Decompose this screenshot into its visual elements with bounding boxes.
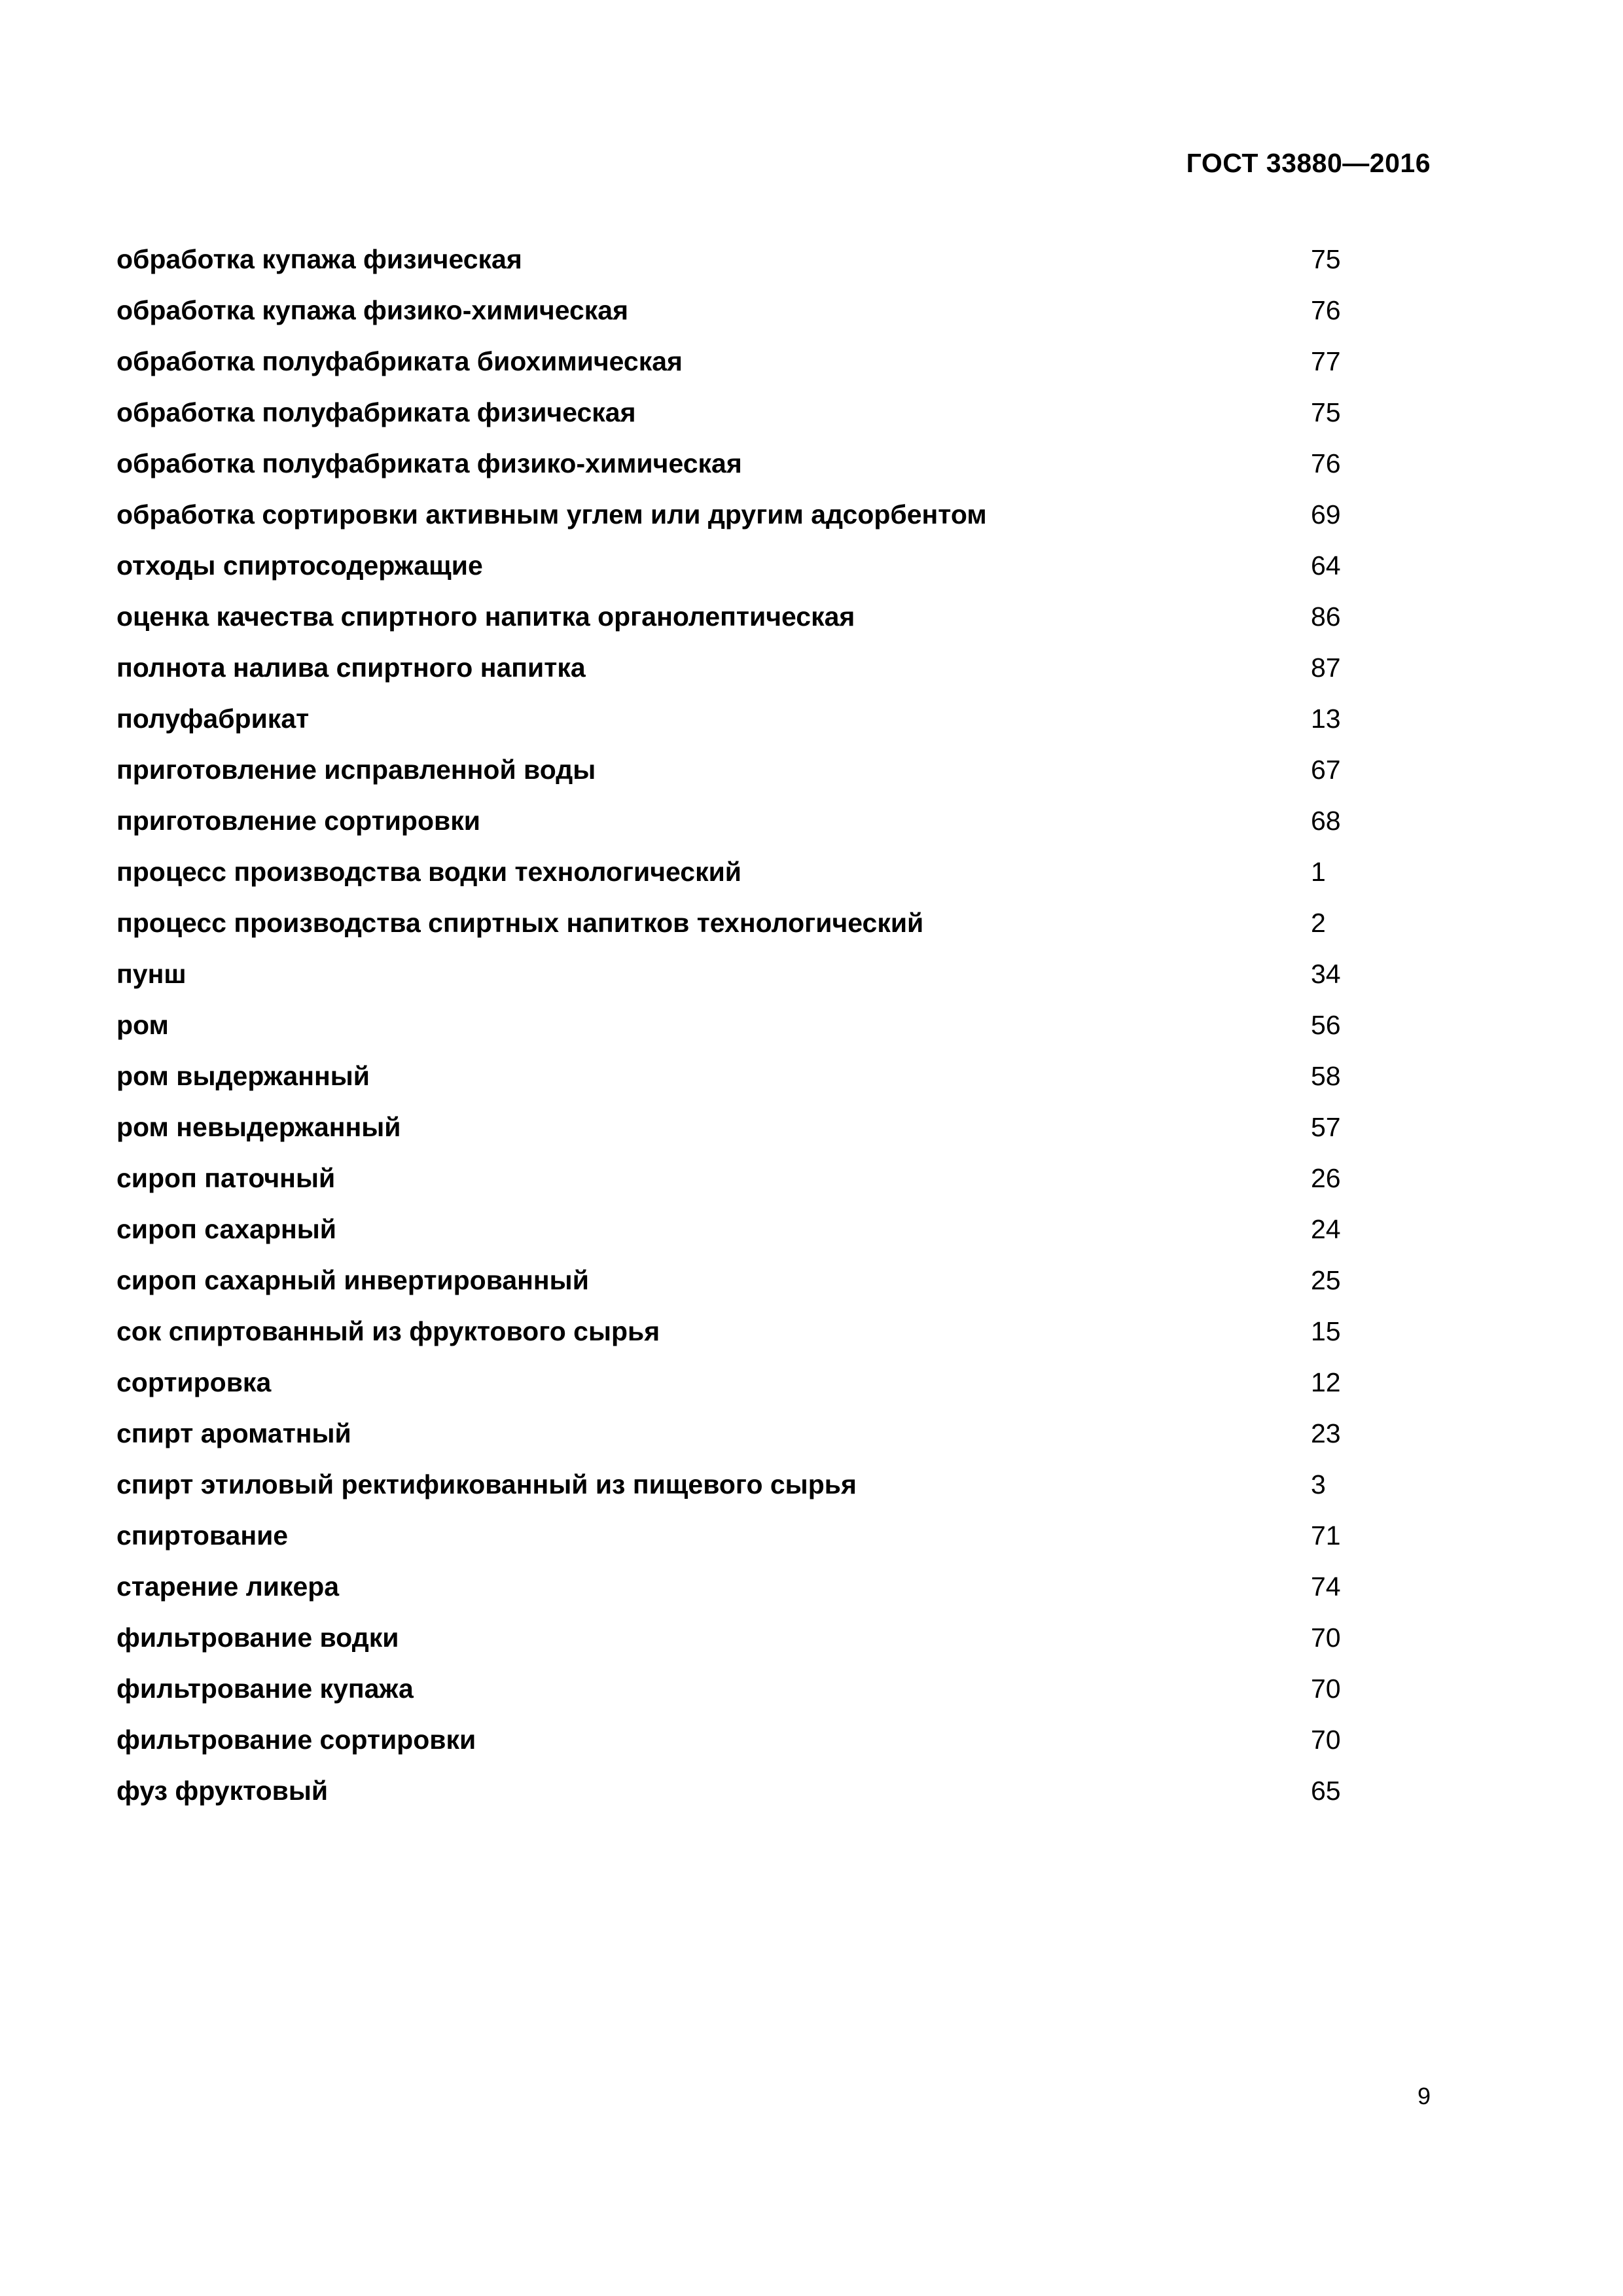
page-number: 9 xyxy=(1417,2083,1431,2109)
index-term-number: 75 xyxy=(1311,244,1341,274)
index-term: отходы спиртосодержащие xyxy=(116,550,483,581)
index-term-number: 56 xyxy=(1311,1010,1341,1040)
index-term: ром xyxy=(116,1010,169,1040)
index-term-number: 69 xyxy=(1311,499,1341,529)
index-term: фуз фруктовый xyxy=(116,1776,329,1806)
index-term: сироп сахарный инвертированный xyxy=(116,1265,589,1295)
index-entry xyxy=(116,649,1360,700)
index-entry xyxy=(116,598,1360,649)
index-term: обработка купажа физико-химическая xyxy=(116,295,629,325)
index-term: процесс производства спиртных напитков технологический xyxy=(116,908,924,938)
index-term: сироп паточный xyxy=(116,1163,336,1193)
index-term-number: 77 xyxy=(1311,346,1341,376)
index-term: приготовление исправленной воды xyxy=(116,755,596,785)
index-term: обработка полуфабриката физико-химическая xyxy=(116,448,742,478)
index-term: ром невыдержанный xyxy=(116,1112,401,1142)
index-term: пунш xyxy=(116,959,187,989)
index-entry xyxy=(116,1058,1360,1109)
index-term-number: 34 xyxy=(1311,959,1341,989)
index-term-number: 86 xyxy=(1311,601,1341,632)
index-term: обработка полуфабриката физическая xyxy=(116,397,636,427)
index-term-number: 3 xyxy=(1311,1469,1326,1499)
index-term: сок спиртованный из фруктового сырья xyxy=(116,1316,660,1346)
index-term-number: 76 xyxy=(1311,295,1341,325)
index-entry xyxy=(116,292,1360,343)
index-term-number: 76 xyxy=(1311,448,1341,478)
index-entry xyxy=(116,1313,1360,1364)
index-term: ром выдержанный xyxy=(116,1061,370,1091)
index-term-number: 1 xyxy=(1311,857,1326,887)
index-entry xyxy=(116,1415,1360,1466)
index-term-number: 74 xyxy=(1311,1571,1341,1602)
index-entry xyxy=(116,241,1360,292)
index-term-number: 87 xyxy=(1311,653,1341,683)
index-entry xyxy=(116,547,1360,598)
index-entry xyxy=(116,445,1360,496)
index-term-number: 24 xyxy=(1311,1214,1341,1244)
index-term: обработка купажа физическая xyxy=(116,244,522,274)
index-term: полнота налива спиртного напитка xyxy=(116,653,586,683)
index-term: полуфабрикат xyxy=(116,704,310,734)
alphabetical-index-list xyxy=(116,241,1360,1823)
index-term: обработка полуфабриката биохимическая xyxy=(116,346,683,376)
index-term-number: 57 xyxy=(1311,1112,1341,1142)
index-term-number: 70 xyxy=(1311,1725,1341,1755)
index-entry xyxy=(116,1568,1360,1619)
index-entry xyxy=(116,700,1360,751)
index-term: фильтрование водки xyxy=(116,1623,399,1653)
index-term: спирт этиловый ректификованный из пищевого сырья xyxy=(116,1469,857,1499)
index-term: фильтрование сортировки xyxy=(116,1725,476,1755)
index-entry xyxy=(116,343,1360,394)
index-entry xyxy=(116,1262,1360,1313)
index-term-number: 70 xyxy=(1311,1623,1341,1653)
index-term-number: 58 xyxy=(1311,1061,1341,1091)
index-entry xyxy=(116,853,1360,905)
index-term-number: 2 xyxy=(1311,908,1326,938)
index-entry xyxy=(116,394,1360,445)
index-term-number: 68 xyxy=(1311,806,1341,836)
index-term: старение ликера xyxy=(116,1571,340,1602)
index-term-number: 25 xyxy=(1311,1265,1341,1295)
index-entry xyxy=(116,1211,1360,1262)
document-standard-code: ГОСТ 33880—2016 xyxy=(1186,148,1431,178)
index-entry xyxy=(116,1721,1360,1772)
index-term: приготовление сортировки xyxy=(116,806,480,836)
index-entry xyxy=(116,1670,1360,1721)
index-term-number: 71 xyxy=(1311,1520,1341,1551)
index-term-number: 70 xyxy=(1311,1674,1341,1704)
index-entry xyxy=(116,496,1360,547)
index-entry xyxy=(116,1007,1360,1058)
index-entry xyxy=(116,1466,1360,1517)
index-term: фильтрование купажа xyxy=(116,1674,414,1704)
index-term: сироп сахарный xyxy=(116,1214,336,1244)
index-entry xyxy=(116,905,1360,956)
index-term-number: 67 xyxy=(1311,755,1341,785)
index-entry xyxy=(116,1364,1360,1415)
index-entry xyxy=(116,1619,1360,1670)
index-term-number: 13 xyxy=(1311,704,1341,734)
index-entry xyxy=(116,751,1360,802)
index-term-number: 23 xyxy=(1311,1418,1341,1448)
index-term: процесс производства водки технологический xyxy=(116,857,742,887)
index-term: сортировка xyxy=(116,1367,272,1397)
index-term: обработка сортировки активным углем или другим адсорбентом xyxy=(116,499,987,529)
index-term-number: 26 xyxy=(1311,1163,1341,1193)
index-entry xyxy=(116,1160,1360,1211)
index-entry xyxy=(116,1517,1360,1568)
index-entry xyxy=(116,802,1360,853)
index-entry xyxy=(116,1109,1360,1160)
index-term-number: 75 xyxy=(1311,397,1341,427)
index-term-number: 12 xyxy=(1311,1367,1341,1397)
index-term: спиртование xyxy=(116,1520,289,1551)
index-term: оценка качества спиртного напитка органолептическая xyxy=(116,601,855,632)
index-term-number: 15 xyxy=(1311,1316,1341,1346)
index-entry xyxy=(116,956,1360,1007)
index-term-number: 64 xyxy=(1311,550,1341,581)
index-term-number: 65 xyxy=(1311,1776,1341,1806)
index-entry xyxy=(116,1772,1360,1823)
index-term: спирт ароматный xyxy=(116,1418,351,1448)
